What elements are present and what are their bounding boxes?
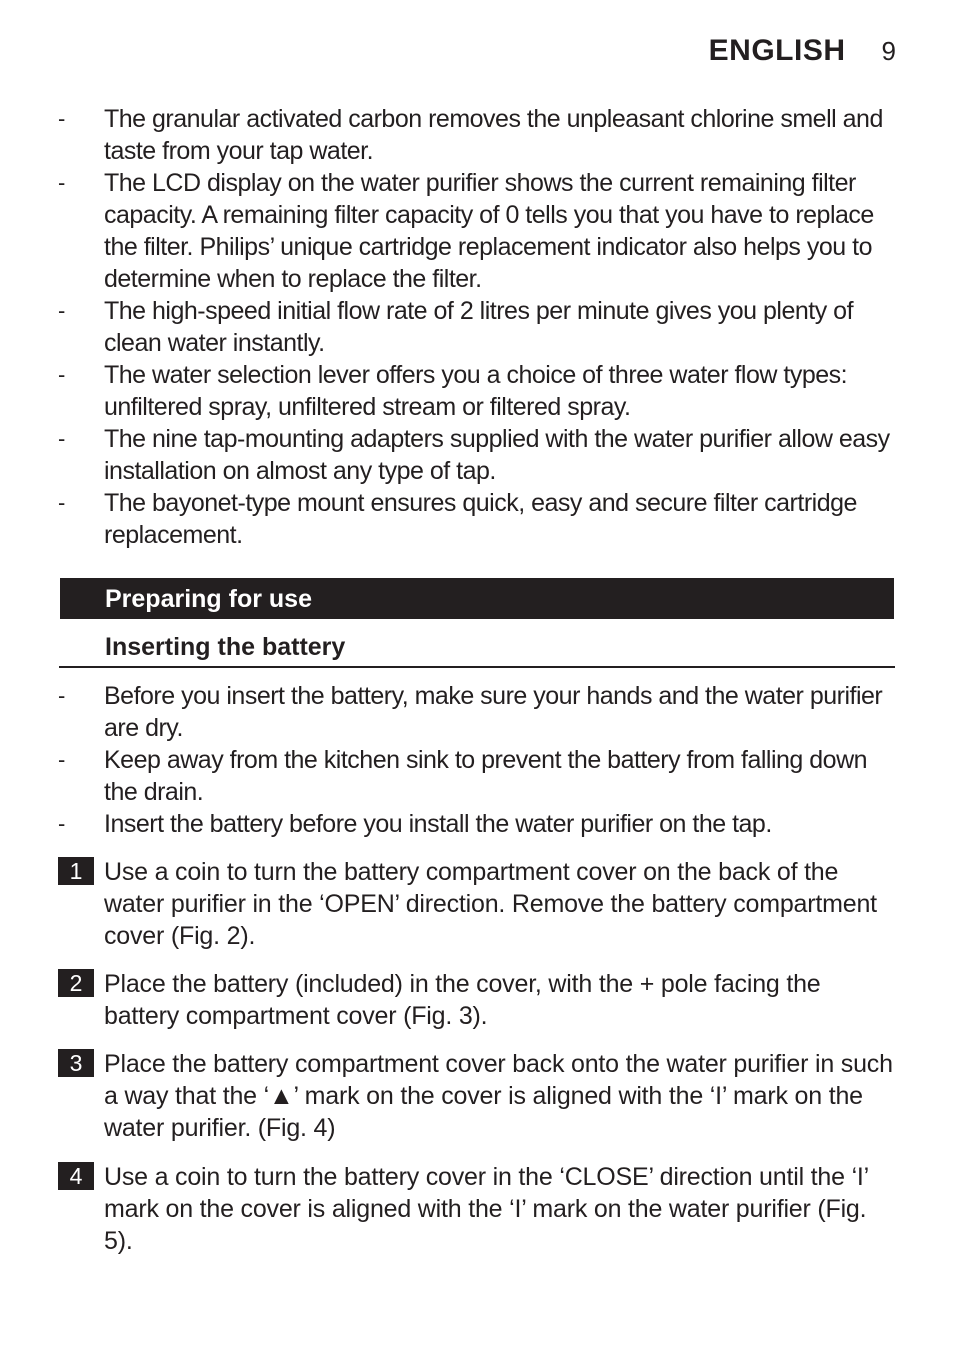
step-text: Place the battery compartment cover back onto the water purifier in such a way that the ‘▲’ mark on the cover is aligned with the ‘I’ mark on the water purifier. (Fig. 4) — [104, 1050, 893, 1142]
step-number-badge: 2 — [58, 969, 94, 997]
list-item — [58, 295, 898, 359]
bullet-dash: - — [58, 170, 65, 195]
step-number-badge: 4 — [58, 1162, 94, 1190]
list-item-text: The high-speed initial flow rate of 2 litres per minute gives you plenty of clean water instantly. — [104, 297, 854, 357]
subsection-title: Inserting the battery — [105, 633, 346, 661]
list-item — [58, 808, 898, 840]
list-item-text: Before you insert the battery, make sure your hands and the water purifier are dry. — [104, 682, 883, 742]
list-item — [58, 167, 898, 295]
section-heading: Preparing for use — [60, 578, 894, 619]
list-item — [58, 744, 898, 808]
bullet-dash: - — [58, 298, 65, 323]
bullet-dash: - — [58, 811, 65, 836]
page-header — [709, 34, 896, 68]
list-item — [58, 487, 898, 551]
bullet-dash: - — [58, 747, 65, 772]
bullet-dash: - — [58, 426, 65, 451]
bullet-dash: - — [58, 362, 65, 387]
language-label: ENGLISH — [708, 34, 846, 67]
list-item-text: The LCD display on the water purifier shows the current remaining filter capacity. A remaining filter capacity of 0 tells you that you have to replace the filter. Philips’ unique cartridge replacement indicator also helps you to determine when to replace the filter. — [104, 169, 874, 293]
step-text: Use a coin to turn the battery cover in the ‘CLOSE’ direction until the ‘I’ mark on the cover is aligned with the ‘I’ mark on the water purifier (Fig. 5). — [104, 1163, 869, 1255]
step-item — [58, 1048, 898, 1144]
list-item-text: The bayonet-type mount ensures quick, easy and secure filter cartridge replacement. — [104, 489, 857, 549]
list-item — [58, 103, 898, 167]
list-item — [58, 680, 898, 744]
step-item — [58, 856, 898, 952]
list-item-text: Keep away from the kitchen sink to prevent the battery from falling down the drain. — [104, 746, 868, 806]
features-list — [58, 103, 898, 551]
step-text: Place the battery (included) in the cover, with the + pole facing the battery compartment cover (Fig. 3). — [104, 970, 821, 1030]
list-item-text: Insert the battery before you install the water purifier on the tap. — [104, 810, 772, 838]
bullet-dash: - — [58, 490, 65, 515]
step-number-badge: 3 — [58, 1049, 94, 1077]
subsection-heading — [59, 628, 895, 668]
step-item — [58, 968, 898, 1032]
list-item-text: The nine tap-mounting adapters supplied with the water purifier allow easy installation on almost any type of tap. — [104, 425, 890, 485]
precautions-list — [58, 680, 898, 840]
list-item — [58, 359, 898, 423]
bullet-dash: - — [58, 683, 65, 708]
list-item-text: The granular activated carbon removes the unpleasant chlorine smell and taste from your tap water. — [104, 105, 883, 165]
page-number: 9 — [881, 36, 896, 66]
bullet-dash: - — [58, 106, 65, 131]
step-item — [58, 1161, 898, 1257]
step-text: Use a coin to turn the battery compartment cover on the back of the water purifier in the ‘OPEN’ direction. Remove the battery compartment cover (Fig. 2). — [104, 858, 877, 950]
list-item — [58, 423, 898, 487]
list-item-text: The water selection lever offers you a choice of three water flow types: unfiltered spray, unfiltered stream or filtered spray. — [104, 361, 848, 421]
step-number-badge: 1 — [58, 857, 94, 885]
